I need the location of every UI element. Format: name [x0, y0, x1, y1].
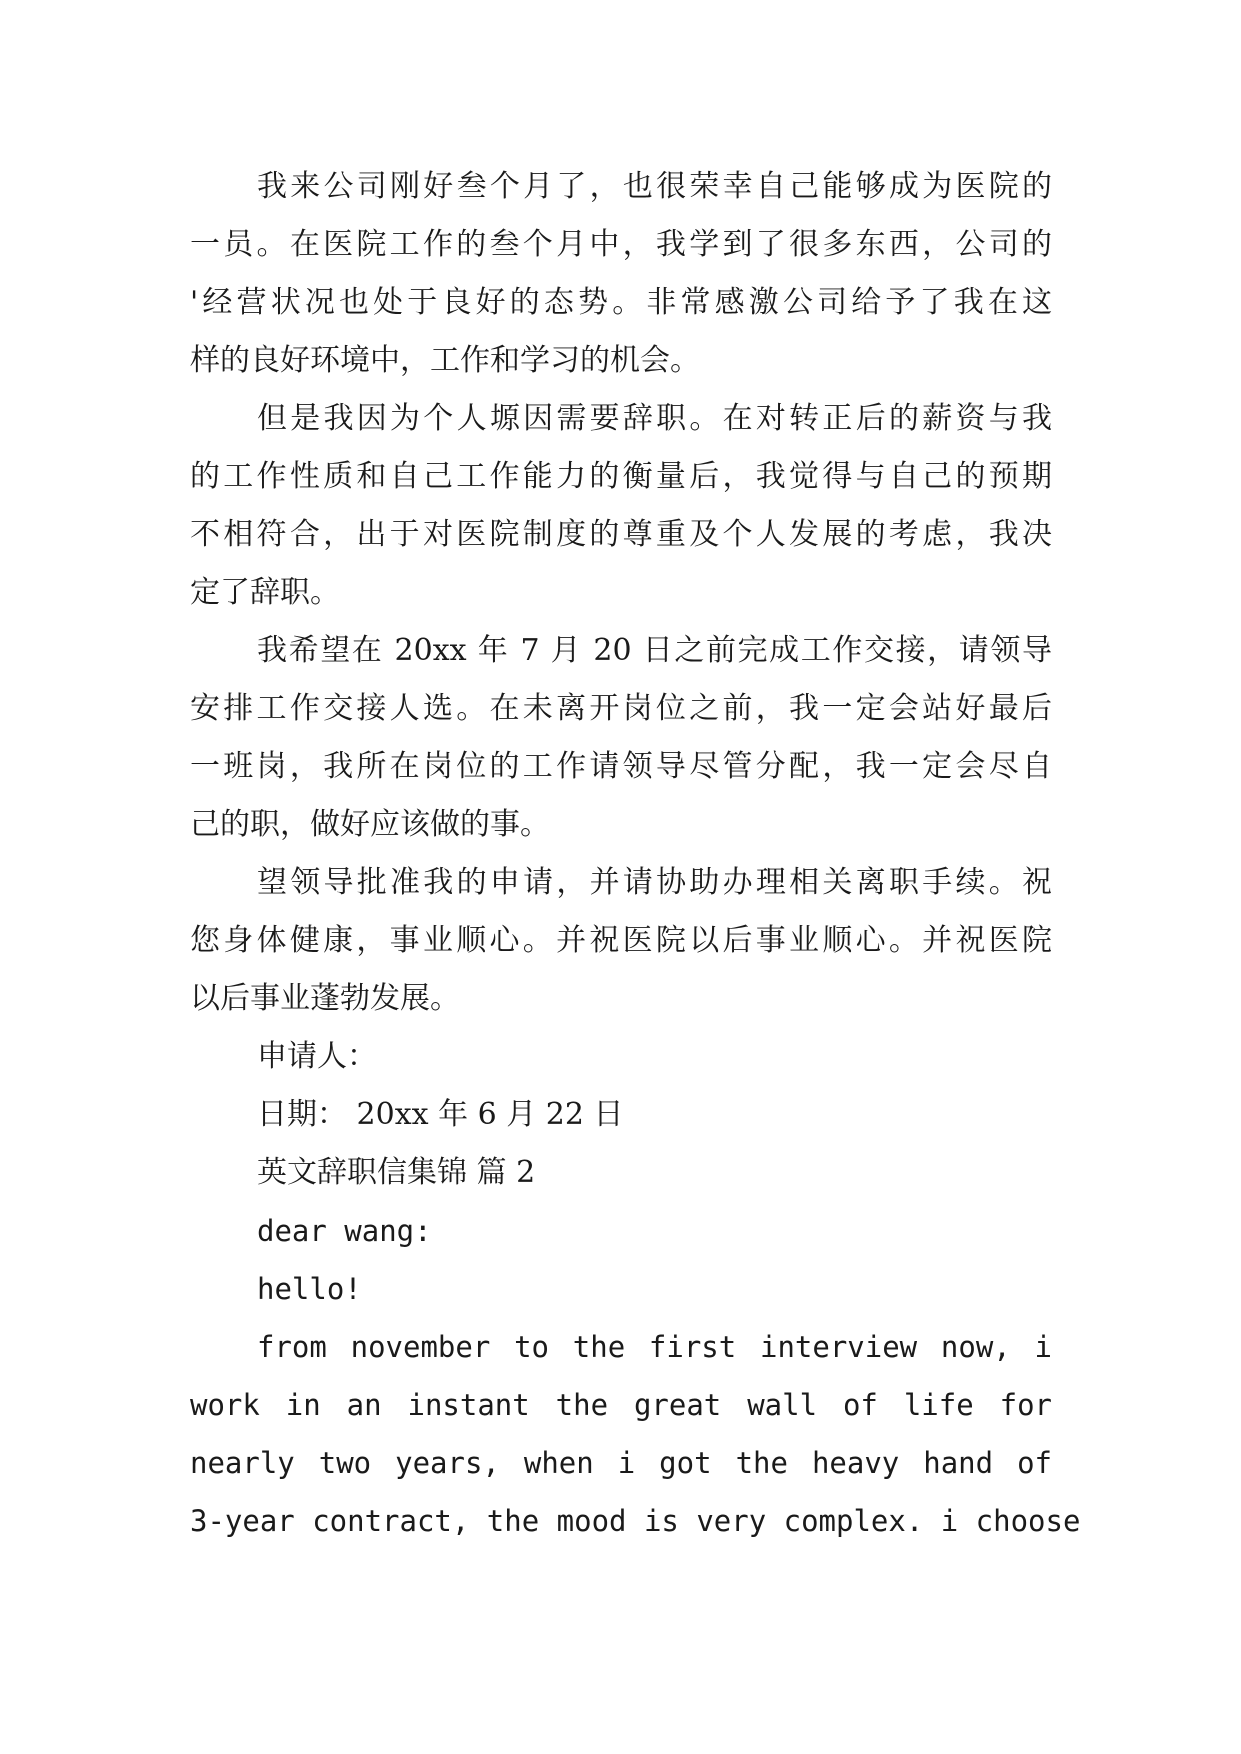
greeting: hello!	[257, 1272, 362, 1306]
paragraph-line: 以后事业蓬勃发展。	[190, 981, 460, 1016]
paragraph-line: 我来公司刚好叁个月了，也很荣幸自己能够成为医院的	[257, 169, 1052, 204]
paragraph-line: 不相符合，出于对医院制度的尊重及个人发展的考虑，我决	[190, 517, 1052, 552]
salutation: dear wang:	[257, 1214, 432, 1248]
paragraph-line: nearly two years, when i got the heavy hand of	[190, 1446, 1052, 1480]
paragraph-line: 但是我因为个人塬因需要辞职。在对转正后的薪资与我	[257, 401, 1052, 436]
paragraph-line: 安排工作交接人选。在未离开岗位之前，我一定会站好最后	[190, 691, 1052, 726]
applicant-label: 申请人：	[257, 1039, 377, 1074]
date-line: 日期： 20xx 年 6 月 22 日	[257, 1097, 624, 1132]
paragraph-line: 一员。在医院工作的叁个月中，我学到了很多东西，公司的	[190, 227, 1052, 262]
paragraph-line: work in an instant the great wall of life for	[190, 1388, 1052, 1422]
paragraph-line: 样的良好环境中，工作和学习的机会。	[190, 343, 700, 378]
document-page	[190, 158, 1081, 1550]
paragraph-line: from november to the first interview now, i	[257, 1330, 1052, 1364]
section-heading: 英文辞职信集锦 篇 2	[257, 1155, 536, 1190]
paragraph-line: 己的职，做好应该做的事。	[190, 807, 550, 842]
paragraph-line: 的工作性质和自己工作能力的衡量后，我觉得与自己的预期	[190, 459, 1052, 494]
paragraph-line: 3-year contract, the mood is very complex. i choose	[190, 1504, 1081, 1538]
paragraph-line: '经营状况也处于良好的态势。非常感激公司给予了我在这	[190, 285, 1052, 320]
paragraph-line: 一班岗，我所在岗位的工作请领导尽管分配，我一定会尽自	[190, 749, 1052, 784]
paragraph-line: 定了辞职。	[190, 575, 340, 610]
paragraph-line: 您身体健康，事业顺心。并祝医院以后事业顺心。并祝医院	[190, 923, 1052, 958]
paragraph-line: 望领导批准我的申请，并请协助办理相关离职手续。祝	[257, 865, 1052, 900]
paragraph-line: 我希望在 20xx 年 7 月 20 日之前完成工作交接，请领导	[257, 633, 1052, 668]
